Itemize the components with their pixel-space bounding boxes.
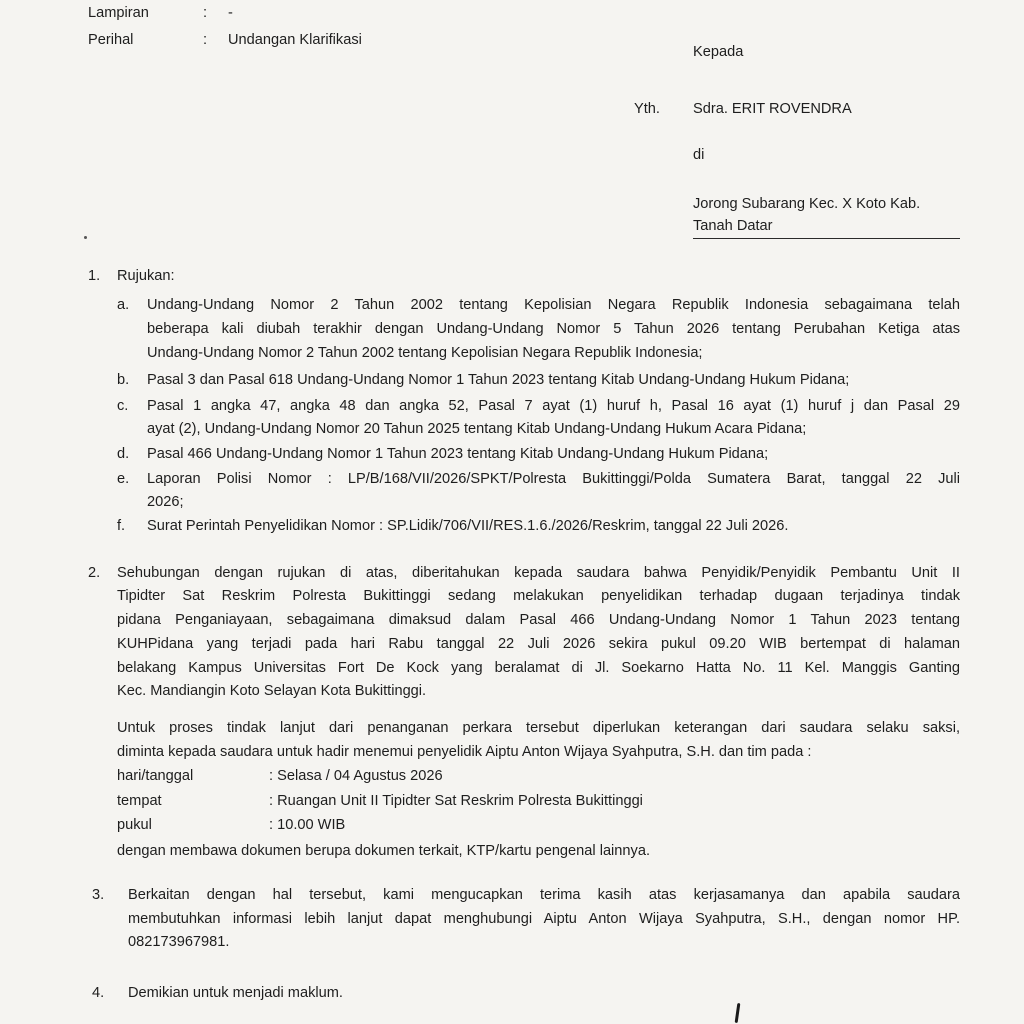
item-e-letter: e. [117, 471, 130, 487]
recipient-underline [693, 238, 960, 239]
schedule-place-label: tempat [117, 793, 162, 809]
item-c-line1: Pasal 1 angka 47, angka 48 dan angka 52, Pasal 7 ayat (1) huruf h, Pasal 16 ayat (1) huruf j dan Pasal 29 [147, 398, 960, 414]
section1-title: Rujukan: [117, 268, 175, 284]
perihal-colon: : [203, 32, 208, 48]
section2-p1-line1: Sehubungan dengan rujukan di atas, diberitahukan kepada saudara bahwa Penyidik/Penyidik Pembantu Unit II [117, 565, 960, 581]
item-a-letter: a. [117, 297, 130, 313]
perihal-label: Perihal [88, 32, 134, 48]
section2-p1-line4: KUHPidana yang terjadi pada hari Rabu tanggal 22 Juli 2026 sekira pukul 09.20 WIB bertempat di halaman [117, 636, 960, 652]
section3-number: 3. [92, 887, 105, 903]
section2-p1-line2: Tipidter Sat Reskrim Polresta Bukittinggi sedang melakukan penyelidikan terhadap dugaan terjadinya tindak [117, 588, 960, 604]
item-b-line1: Pasal 3 dan Pasal 618 Undang-Undang Nomor 1 Tahun 2023 tentang Kitab Undang-Undang Hukum Pidana; [147, 372, 850, 388]
item-e-line2: 2026; [147, 494, 184, 510]
section2-number: 2. [88, 565, 101, 581]
recipient-address-line1: Jorong Subarang Kec. X Koto Kab. [693, 196, 921, 212]
schedule-place-value: : Ruangan Unit II Tipidter Sat Reskrim Polresta Bukittinggi [269, 793, 643, 809]
item-f-letter: f. [117, 518, 126, 534]
section2-p1-line6: Kec. Mandiangin Koto Selayan Kota Bukittinggi. [117, 683, 427, 699]
section3-line3: 082173967981. [128, 934, 230, 950]
schedule-date-value: : Selasa / 04 Agustus 2026 [269, 768, 443, 784]
schedule-time-value: : 10.00 WIB [269, 817, 346, 833]
section3-line1: Berkaitan dengan hal tersebut, kami mengucapkan terima kasih atas kerjasamanya dan apabila saudara [128, 887, 960, 903]
item-a-line3: Undang-Undang Nomor 2 Tahun 2002 tentang Kepolisian Negara Republik Indonesia; [147, 345, 703, 361]
recipient-yth: Yth. [634, 101, 660, 117]
lampiran-colon: : [203, 5, 208, 21]
item-e-line1: Laporan Polisi Nomor : LP/B/168/VII/2026/SPKT/Polresta Bukittinggi/Polda Sumatera Barat, tanggal 22 Juli [147, 471, 960, 487]
section2-p2-line1: Untuk proses tindak lanjut dari penanganan perkara tersebut diperlukan keterangan dari saudara selaku saksi, [117, 720, 960, 736]
item-a-line1: Undang-Undang Nomor 2 Tahun 2002 tentang Kepolisian Negara Republik Indonesia sebagaimana telah [147, 297, 960, 313]
section1-number: 1. [88, 268, 101, 284]
section2-closing: dengan membawa dokumen berupa dokumen terkait, KTP/kartu pengenal lainnya. [117, 843, 650, 859]
section2-p1-line5: belakang Kampus Universitas Fort De Kock yang beralamat di Jl. Soekarno Hatta No. 11 Kel. Manggis Ganting [117, 660, 960, 676]
section4-number: 4. [92, 985, 105, 1001]
recipient-di: di [693, 147, 705, 163]
recipient-address-line2: Tanah Datar [693, 218, 773, 234]
recipient-name: Sdra. ERIT ROVENDRA [693, 101, 852, 117]
item-c-line2: ayat (2), Undang-Undang Nomor 20 Tahun 2025 tentang Kitab Undang-Undang Hukum Acara Pidana; [147, 421, 807, 437]
section4-text: Demikian untuk menjadi maklum. [128, 985, 343, 1001]
section2-p1-line3: pidana Penganiayaan, sebagaimana dimaksud dalam Pasal 466 Undang-Undang Nomor 1 Tahun 2023 tentang [117, 612, 960, 628]
recipient-kepada: Kepada [693, 44, 744, 60]
schedule-date-label: hari/tanggal [117, 768, 194, 784]
item-d-letter: d. [117, 446, 130, 462]
schedule-time-label: pukul [117, 817, 152, 833]
scan-speck [84, 236, 87, 239]
signature-stroke [735, 1003, 741, 1023]
lampiran-label: Lampiran [88, 5, 149, 21]
item-d-line1: Pasal 466 Undang-Undang Nomor 1 Tahun 2023 tentang Kitab Undang-Undang Hukum Pidana; [147, 446, 769, 462]
item-b-letter: b. [117, 372, 130, 388]
item-a-line2: beberapa kali diubah terakhir dengan Undang-Undang Nomor 5 Tahun 2026 tentang Perubahan Ketiga atas [147, 321, 960, 337]
section2-p2-line2: diminta kepada saudara untuk hadir menemui penyelidik Aiptu Anton Wijaya Syahputra, S.H. dan tim pada : [117, 744, 812, 760]
item-c-letter: c. [117, 398, 129, 414]
section3-line2: membutuhkan informasi lebih lanjut dapat menghubungi Aiptu Anton Wijaya Syahputra, S.H., dengan nomor HP. [128, 911, 960, 927]
lampiran-value: - [228, 5, 233, 21]
perihal-value: Undangan Klarifikasi [228, 32, 362, 48]
item-f-line1: Surat Perintah Penyelidikan Nomor : SP.Lidik/706/VII/RES.1.6./2026/Reskrim, tanggal 22 Juli 2026. [147, 518, 789, 534]
